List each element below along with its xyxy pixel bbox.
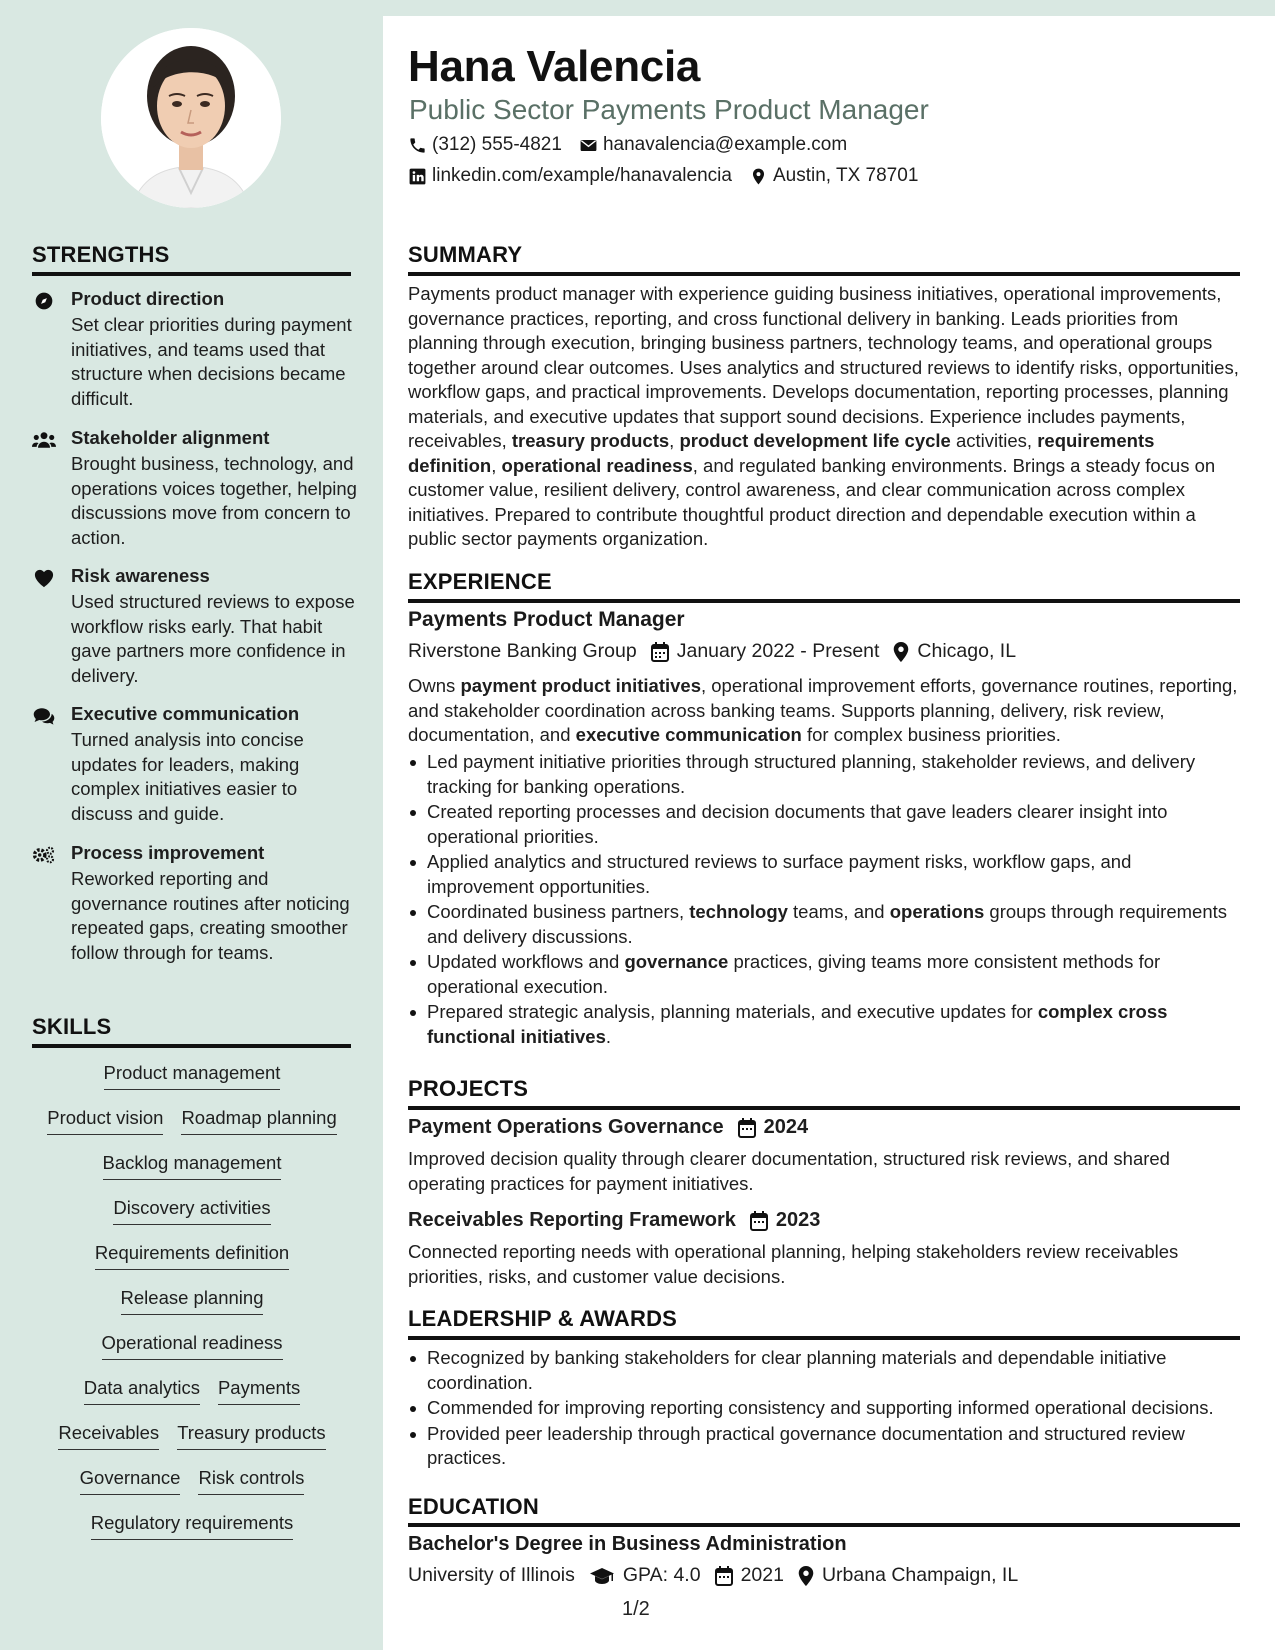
- job-meta: [408, 640, 1030, 663]
- strength-title: Process improvement: [71, 842, 265, 863]
- list-item: Provided peer leadership through practical governance documentation and structured review practices.: [408, 1422, 1240, 1471]
- graduation-year: 2021: [715, 1564, 784, 1587]
- strength-item: [32, 565, 355, 695]
- skill-tag: Treasury products: [177, 1420, 325, 1450]
- education-heading: EDUCATION: [408, 1494, 539, 1519]
- skills-rule: [32, 1044, 351, 1048]
- heart-icon: [32, 568, 56, 588]
- leadership-rule: [408, 1336, 1240, 1340]
- job-bullets: [408, 750, 1240, 1050]
- strength-desc: Reworked reporting and governance routines after noticing repeated gaps, creating smoother follow through for teams.: [71, 868, 350, 963]
- strengths-rule: [32, 272, 351, 276]
- skill-tag: Regulatory requirements: [91, 1510, 294, 1540]
- job-location: Chicago, IL: [893, 640, 1016, 663]
- envelope-icon: [579, 136, 598, 155]
- job-title: Payments Product Manager: [408, 608, 685, 631]
- strength-item: [32, 842, 352, 997]
- skill-tag: Backlog management: [103, 1150, 282, 1180]
- summary-heading: SUMMARY: [408, 242, 523, 267]
- summary-rule: [408, 272, 1240, 276]
- phone-icon: [408, 136, 427, 155]
- gears-icon: [32, 845, 56, 865]
- strength-desc: Brought business, technology, and operations voices together, helping discussions move from concern to action.: [71, 453, 357, 548]
- leadership-heading: LEADERSHIP & AWARDS: [408, 1306, 678, 1331]
- school-name: University of Illinois: [408, 1564, 575, 1586]
- project-desc: Connected reporting needs with operational planning, helping stakeholders review receivables priorities, risks, and customer value decisions.: [408, 1241, 1179, 1287]
- location-item: [749, 165, 918, 187]
- project-desc: Improved decision quality through clearer documentation, structured risk reviews, and shared operating practices for payment initiatives.: [408, 1148, 1170, 1194]
- summary-text: Payments product manager with experience guiding business initiatives, operational improvements, governance practices, reporting, and cross functional delivery in banking. Leads priorities from planning through execution, bringing business partners, technology teams, and operational groups together around clear outcomes. Uses analytics and structured reviews to identify risks, opportunities, workflow gaps, and practical improvements. Develops documentation, reporting processes, planning materials, and executive updates that support sound decisions. Experience includes payments, receivables, treasury products, product development life cycle activities, requirements definition, operational readiness, and regulated banking environments. Brings a steady focus on customer value, resilient delivery, control awareness, and clear communication across complex initiatives. Prepared to contribute thoughtful product direction and dependable execution within a public sector payments organization.: [408, 283, 1239, 549]
- strength-title: Risk awareness: [71, 565, 210, 586]
- linkedin-item[interactable]: [408, 165, 732, 187]
- job-dates: January 2022 - Present: [651, 640, 880, 663]
- skill-tag: Operational readiness: [102, 1330, 283, 1360]
- company-name: Riverstone Banking Group: [408, 640, 637, 662]
- skill-tag: Governance: [80, 1465, 181, 1495]
- email-link[interactable]: hanavalencia@example.com: [602, 134, 848, 155]
- strength-item: [32, 427, 357, 557]
- candidate-name: Hana Valencia: [408, 42, 701, 91]
- strength-desc: Turned analysis into concise updates for leaders, making complex initiatives easier to discuss and guide.: [71, 729, 304, 824]
- list-item: Applied analytics and structured reviews to surface payment risks, workflow gaps, and improvement opportunities.: [408, 850, 1240, 899]
- skill-tag: Release planning: [121, 1285, 264, 1315]
- gpa: GPA: 4.0: [589, 1564, 701, 1587]
- list-item: Commended for improving reporting consistency and supporting informed operational decisions.: [408, 1396, 1240, 1421]
- strength-title: Executive communication: [71, 703, 300, 724]
- profile-photo: [101, 28, 281, 208]
- list-item: Led payment initiative priorities through structured planning, stakeholder reviews, and delivery tracking for banking operations.: [408, 750, 1240, 799]
- comments-icon: [32, 706, 56, 726]
- project-title: Receivables Reporting Framework 2023: [408, 1209, 821, 1231]
- project-title: Payment Operations Governance 2024: [408, 1116, 809, 1138]
- map-pin-icon: [798, 1566, 814, 1586]
- candidate-role: Public Sector Payments Product Manager: [409, 94, 929, 125]
- calendar-icon: [738, 1118, 756, 1138]
- page-indicator: 1/2: [622, 1598, 650, 1620]
- list-item: Created reporting processes and decision documents that gave leaders clearer insight into operational priorities.: [408, 800, 1240, 849]
- skill-tag: Discovery activities: [113, 1195, 270, 1225]
- phone-item: [408, 134, 562, 156]
- education-rule: [408, 1523, 1240, 1527]
- skill-tag: Product management: [104, 1060, 281, 1090]
- map-pin-icon: [893, 642, 909, 662]
- list-item: Prepared strategic analysis, planning materials, and executive updates for complex cross functional initiatives.: [408, 1000, 1240, 1049]
- linkedin-link[interactable]: linkedin.com/example/hanavalencia: [432, 165, 732, 186]
- email-item[interactable]: [579, 134, 847, 156]
- calendar-icon: [651, 642, 669, 662]
- calendar-icon: [750, 1211, 768, 1231]
- skills-heading: SKILLS: [32, 1014, 112, 1039]
- skill-tag: Data analytics: [84, 1375, 200, 1405]
- phone-text: (312) 555-4821: [432, 134, 562, 155]
- skill-tag: Product vision: [47, 1105, 163, 1135]
- strength-item: [32, 703, 352, 833]
- strength-item: [32, 288, 352, 418]
- project-year: 2024: [738, 1116, 809, 1139]
- skill-tag: Requirements definition: [95, 1240, 289, 1270]
- strength-title: Product direction: [71, 288, 225, 309]
- school-location: Urbana Champaign, IL: [798, 1564, 1018, 1587]
- projects-rule: [408, 1106, 1240, 1110]
- skill-tag: Payments: [218, 1375, 300, 1405]
- skill-tag: Roadmap planning: [181, 1105, 336, 1135]
- experience-rule: [408, 599, 1240, 603]
- skills-list: [32, 1060, 352, 1555]
- skill-tag: Risk controls: [198, 1465, 304, 1495]
- strength-desc: Used structured reviews to expose workflow risks early. That habit gave partners more confidence in delivery.: [71, 591, 355, 686]
- map-pin-icon: [749, 167, 768, 186]
- project-year: 2023: [750, 1209, 821, 1232]
- compass-icon: [32, 291, 56, 311]
- degree-title: Bachelor's Degree in Business Administration: [408, 1533, 847, 1555]
- users-icon: [32, 430, 56, 450]
- list-item: Updated workflows and governance practices, giving teams more consistent methods for operational execution.: [408, 950, 1240, 999]
- leadership-bullets: [408, 1346, 1240, 1472]
- skill-tag: Receivables: [58, 1420, 159, 1450]
- contact-row-1: [408, 134, 864, 156]
- contact-row-2: [408, 165, 935, 187]
- list-item: Coordinated business partners, technology teams, and operations groups through requirements and delivery discussions.: [408, 900, 1240, 949]
- strength-title: Stakeholder alignment: [71, 427, 270, 448]
- strength-desc: Set clear priorities during payment initiatives, and teams used that structure when decisions became difficult.: [71, 314, 352, 409]
- calendar-icon: [715, 1566, 733, 1586]
- projects-heading: PROJECTS: [408, 1076, 529, 1101]
- education-meta: [408, 1564, 1032, 1587]
- job-intro: Owns payment product initiatives, operational improvement efforts, governance routines, reporting, and stakeholder coordination across banking teams. Supports planning, delivery, risk review, documentation, and executive communication for complex business priorities.: [408, 675, 1238, 745]
- location-text: Austin, TX 78701: [772, 165, 919, 186]
- experience-heading: EXPERIENCE: [408, 569, 552, 594]
- list-item: Recognized by banking stakeholders for clear planning materials and dependable initiative coordination.: [408, 1346, 1240, 1395]
- strengths-heading: STRENGTHS: [32, 242, 170, 267]
- graduation-cap-icon: [589, 1566, 615, 1586]
- linkedin-icon: [408, 167, 427, 186]
